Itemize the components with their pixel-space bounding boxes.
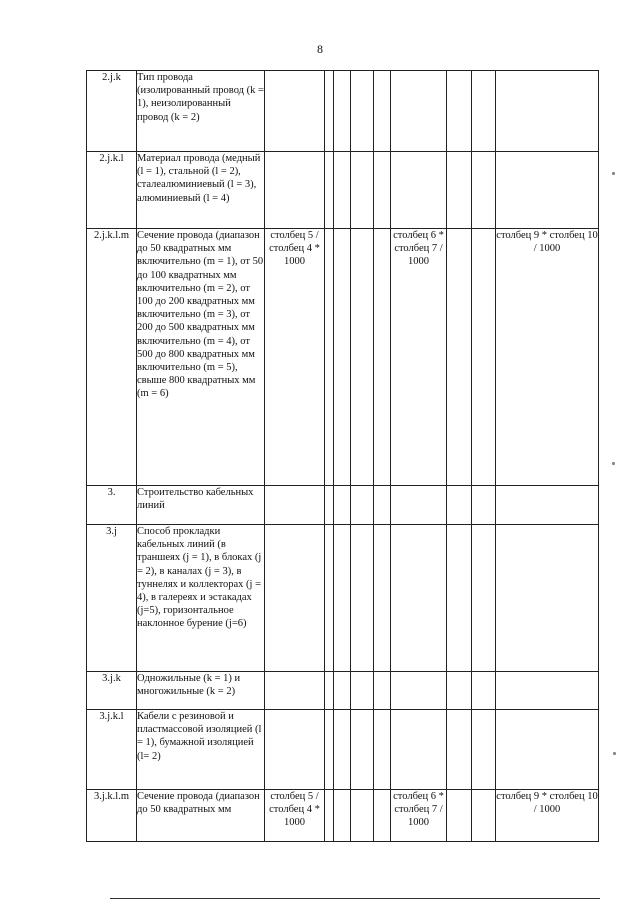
row-description: Сечение провода (диапазон до 50 квадратных мм [137,790,265,842]
scan-artifact [612,172,615,175]
formula-cell [391,525,447,672]
formula-cell [265,71,325,152]
row-description: Строительство кабельных линий [137,486,265,525]
row-number: 3.j.k [87,672,137,710]
formula-cell: столбец 6 * столбец 7 / 1000 [391,229,447,486]
formula-cell [391,486,447,525]
row-number: 2.j.k.l [87,152,137,229]
formula-cell: столбец 5 / столбец 4 * 1000 [265,229,325,486]
row-description: Одножильные (k = 1) и многожильные (k = 2) [137,672,265,710]
row-number: 3.j [87,525,137,672]
formula-cell [391,710,447,790]
scan-artifact [613,752,616,755]
bottom-rule [110,898,600,899]
row-number: 2.j.k.l.m [87,229,137,486]
formula-cell: столбец 9 * столбец 10 / 1000 [496,229,599,486]
scan-artifact [612,462,615,465]
formula-cell [496,525,599,672]
formula-cell [391,71,447,152]
table-row [87,525,599,672]
formula-cell [496,672,599,710]
table-row [87,229,599,486]
table-row [87,710,599,790]
page-number: 8 [317,42,323,56]
table-row [87,71,599,152]
formula-cell [265,486,325,525]
formula-cell [265,672,325,710]
row-description: Материал провода (медный (l = 1), стальной (l = 2), сталеалюминиевый (l = 3), алюминиевый (l = 4) [137,152,265,229]
formula-cell [496,710,599,790]
table-row [87,790,599,842]
formula-cell [265,525,325,672]
cost-table [86,70,599,842]
row-number: 2.j.k [87,71,137,152]
table-row [87,672,599,710]
formula-cell [265,152,325,229]
table-row [87,486,599,525]
row-description: Способ прокладки кабельных линий (в траншеях (j = 1), в блоках (j = 2), в каналах (j = 3), в туннелях и коллекторах (j = 4), в галереях и эстакадах (j=5), горизонтальное наклонное бурение (j=6) [137,525,265,672]
formula-cell [496,71,599,152]
row-number: 3. [87,486,137,525]
formula-cell: столбец 5 / столбец 4 * 1000 [265,790,325,842]
formula-cell: столбец 9 * столбец 10 / 1000 [496,790,599,842]
formula-cell [391,152,447,229]
row-description: Сечение провода (диапазон до 50 квадратных мм включительно (m = 1), от 50 до 100 квадратных мм включительно (m = 2), от 100 до 200 квадратных мм включительно (m = 3), от 200 до 500 квадратных мм включительно (m = 4), от 500 до 800 квадратных мм включительно (m = 5), свыше 800 квадратных мм (m = 6) [137,229,265,486]
table-row [87,152,599,229]
formula-cell [265,710,325,790]
formula-cell [391,672,447,710]
row-number: 3.j.k.l.m [87,790,137,842]
row-description: Кабели с резиновой и пластмассовой изоляцией (l = 1), бумажной изоляцией (l= 2) [137,710,265,790]
formula-cell [496,486,599,525]
row-number: 3.j.k.l [87,710,137,790]
formula-cell: столбец 6 * столбец 7 / 1000 [391,790,447,842]
row-description: Тип провода (изолированный провод (k = 1), неизолированный провод (k = 2) [137,71,265,152]
formula-cell [496,152,599,229]
